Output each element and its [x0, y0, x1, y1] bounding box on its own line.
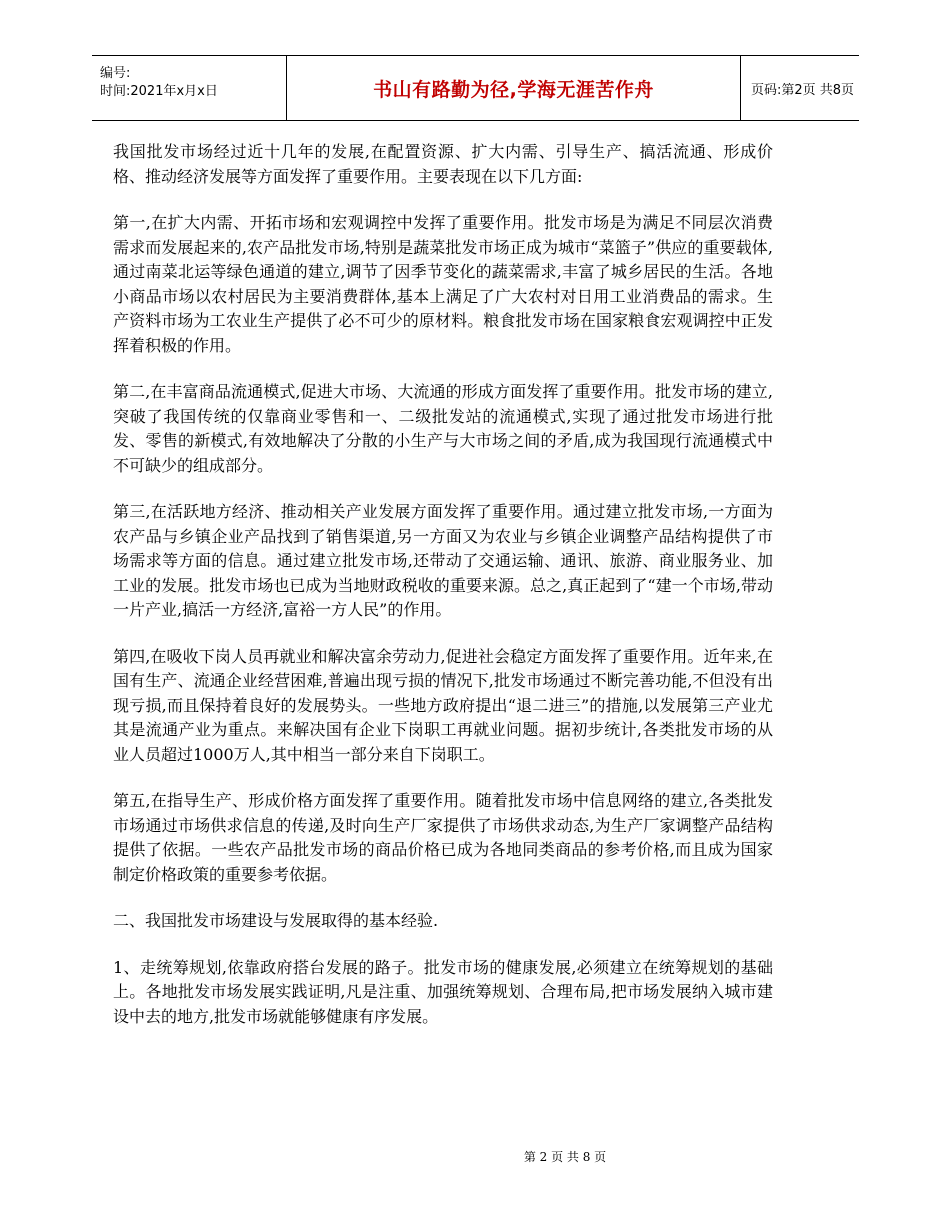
paragraph-experience-1: 1、走统筹规划,依靠政府搭台发展的路子。批发市场的健康发展,必须建立在统筹规划的基础上。各地批发市场发展实践证明,凡是注重、加强统筹规划、合理布局,把市场发展纳入城市建设中去的地方,批发市场就能够健康有序发展。	[113, 957, 773, 1026]
paragraph-third: 第三,在活跃地方经济、推动相关产业发展方面发挥了重要作用。通过建立批发市场,一方面为农产品与乡镇企业产品找到了销售渠道,另一方面又为农业与乡镇企业调整产品结构提供了市场需求等方面的信息。通过建立批发市场,还带动了交通运输、通讯、旅游、商业服务业、加工业的发展。批发市场也已成为当地财政税收的重要来源。总之,真正起到了“建一个市场,带动一片产业,搞活一方经济,富裕一方人民”的作用。	[113, 502, 773, 619]
paragraph-fifth: 第五,在指导生产、形成价格方面发挥了重要作用。随着批发市场中信息网络的建立,各类批发市场通过市场供求信息的传递,及时向生产厂家提供了市场供求动态,为生产厂家调整产品结构提供了依据。一些农产品批发市场的商品价格已成为各地同类商品的参考价格,而且成为国家制定价格政策的重要参考依据。	[113, 791, 773, 884]
document-body	[113, 140, 773, 1051]
document-number-label: 编号:	[100, 66, 131, 81]
paragraph-second: 第二,在丰富商品流通模式,促进大市场、大流通的形成方面发挥了重要作用。批发市场的建立,突破了我国传统的仅靠商业零售和一、二级批发站的流通模式,实现了通过批发市场进行批发、零售的新模式,有效地解决了分散的小生产与大市场之间的矛盾,成为我国现行流通模式中不可缺少的组成部分。	[113, 382, 773, 475]
section-heading: 二、我国批发市场建设与发展取得的基本经验.	[113, 911, 439, 930]
document-time-label: 时间:2021年x月x日	[100, 84, 218, 99]
paragraph-fourth: 第四,在吸收下岗人员再就业和解决富余劳动力,促进社会稳定方面发挥了重要作用。近年来,在国有生产、流通企业经营困难,普遍出现亏损的情况下,批发市场通过不断完善功能,不但没有出现亏损,而且保持着良好的发展势头。一些地方政府提出“退二进三”的措施,以发展第三产业尤其是流通产业为重点。来解决国有企业下岗职工再就业问题。据初步统计,各类批发市场的从业人员超过1000万人,其中相当一部分来自下岗职工。	[113, 646, 773, 764]
page-footer	[0, 1148, 950, 1165]
header-page-number: 页码:第2页 共8页	[751, 82, 855, 98]
paragraph-intro: 我国批发市场经过近十几年的发展,在配置资源、扩大内需、引导生产、搞活流通、形成价格、推动经济发展等方面发挥了重要作用。主要表现在以下几方面:	[113, 142, 773, 186]
header-motto: 书山有路勤为径,学海无涯苦作舟	[286, 56, 741, 120]
header-meta	[92, 56, 286, 120]
footer-page-number: 第 2 页 共 8 页	[523, 1150, 607, 1164]
page-header	[92, 55, 859, 121]
paragraph-first: 第一,在扩大内需、开拓市场和宏观调控中发挥了重要作用。批发市场是为满足不同层次消费需求而发展起来的,农产品批发市场,特别是蔬菜批发市场正成为城市“菜篮子”供应的重要载体,通过南菜北运等绿色通道的建立,调节了因季节变化的蔬菜需求,丰富了城乡居民的生活。各地小商品市场以农村居民为主要消费群体,基本上满足了广大农村对日用工业消费品的需求。生产资料市场为工农业生产提供了必不可少的原材料。粮食批发市场在国家粮食宏观调控中正发挥着积极的作用。	[113, 213, 773, 355]
